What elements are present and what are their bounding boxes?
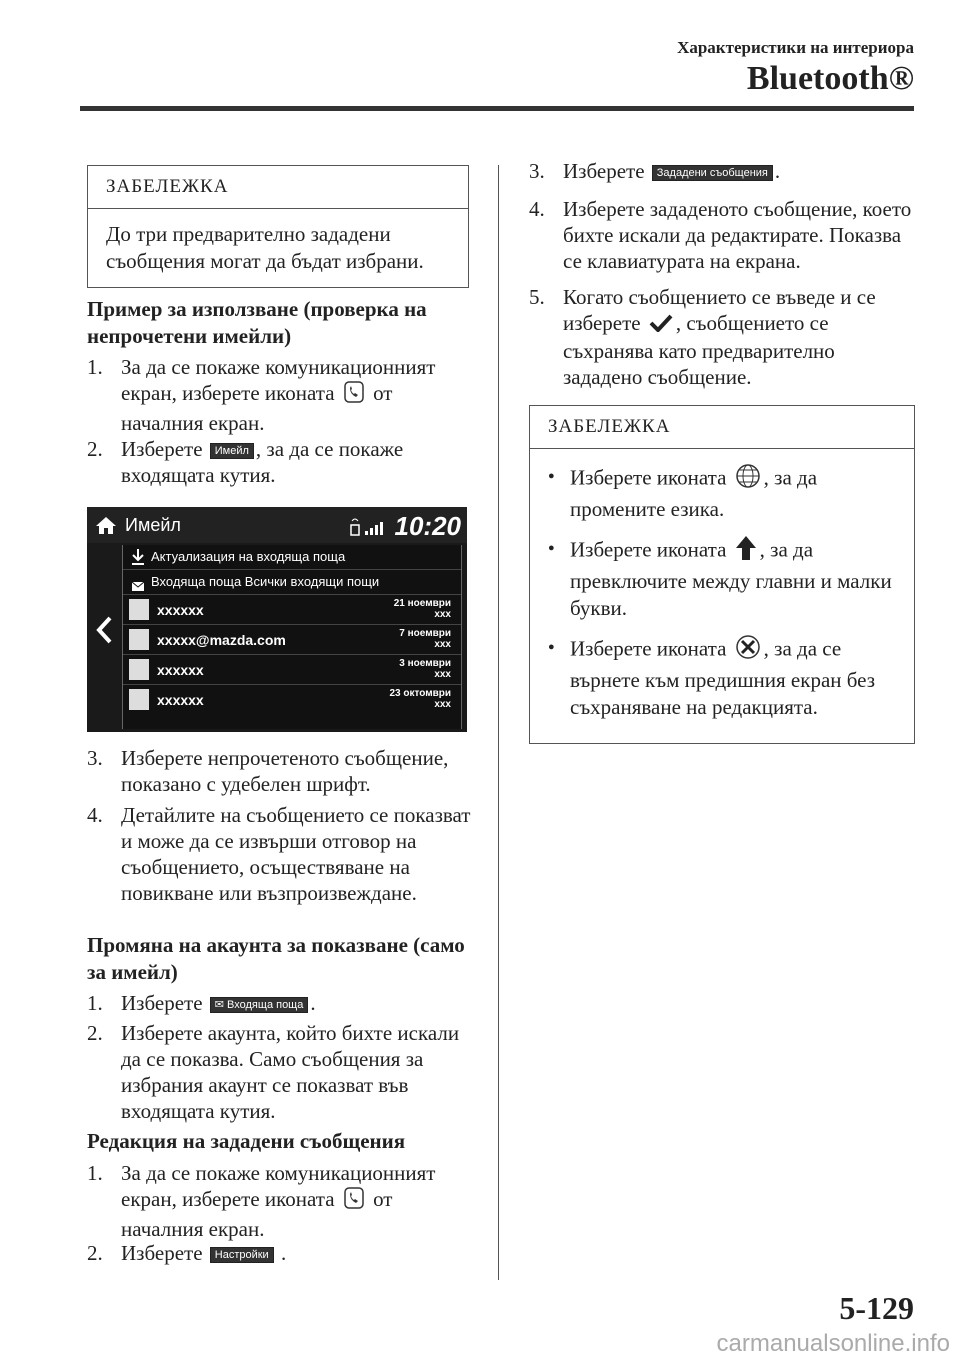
heading-change-account: Промяна на акаунта за показване (само за имейл): [87, 933, 465, 984]
screen-header: [87, 507, 467, 543]
note-list: [548, 463, 896, 721]
step-number: 3.: [529, 159, 545, 183]
mail-date-line: xxx: [434, 699, 451, 710]
chevron-left-icon: [95, 615, 113, 650]
mail-row: [123, 685, 461, 714]
note-text: Изберете иконата: [570, 465, 727, 490]
step-text: , съобщението се съхранява като предварително зададено съобщение.: [563, 311, 835, 390]
step-number: 4.: [529, 197, 545, 221]
screen-clock: 10:20: [394, 511, 461, 541]
note-body: [530, 449, 914, 743]
header-title: Bluetooth®: [746, 60, 914, 97]
step-item: [87, 745, 472, 797]
footer-watermark: carmanualsonline.info: [716, 1330, 950, 1357]
step-number: 1.: [87, 355, 103, 379]
mail-row: [123, 655, 461, 685]
note-text: Изберете иконата: [570, 537, 727, 562]
mail-date-line: xxx: [434, 639, 451, 650]
mail-row: [123, 625, 461, 655]
header-section: Характеристики на интериора: [677, 38, 914, 57]
mail-date-line: 21 ноември: [393, 598, 451, 609]
mail-date: [394, 598, 451, 620]
note-text: До три предварително зададени съобщения могат да бъдат избрани.: [106, 222, 424, 273]
avatar: [129, 629, 149, 650]
note-text: , за да превключите между главни и малки букви.: [570, 537, 892, 620]
step-item: [87, 1160, 472, 1242]
inbox-button-text: Входяща поща: [227, 999, 304, 1012]
step-text: За да се покаже комуникационният екран, изберете иконата: [121, 355, 436, 405]
email-button-label: Имейл: [210, 443, 254, 459]
note-list-item: [548, 535, 896, 622]
header-rule: [80, 106, 914, 111]
step-item: [529, 284, 914, 390]
step-item: [87, 1020, 472, 1124]
heading-example: Пример за използване (проверка на непрочетени имейли): [87, 297, 427, 348]
step-number: 5.: [529, 285, 545, 309]
note-text: Изберете иконата: [570, 636, 727, 661]
mail-date: [399, 658, 451, 680]
step-text: Изберете зададеното съобщение, което бихте искали да редактирате. Показва се клавиатурата на екрана.: [563, 197, 912, 273]
step-text: Изберете непрочетеното съобщение, показано с удебелен шрифт.: [121, 746, 449, 796]
step-item: [529, 196, 914, 274]
column-divider: [498, 165, 499, 1280]
mail-sender: xxxxx@mazda.com: [157, 632, 286, 648]
mail-row: [123, 595, 461, 625]
note-text: , за да промените езика.: [570, 465, 818, 521]
note-box-2: [529, 405, 915, 744]
mail-sender: xxxxxx: [157, 692, 204, 708]
step-item: [87, 436, 472, 488]
note-title: ЗАБЕЛЕЖКА: [530, 406, 914, 449]
mail-date-line: xxx: [434, 669, 451, 680]
note-title: ЗАБЕЛЕЖКА: [88, 166, 468, 209]
step-text: .: [280, 1241, 287, 1265]
mail-sender: xxxxxx: [157, 662, 204, 678]
update-row: [123, 545, 461, 570]
checkmark-icon: [649, 312, 673, 338]
step-item: [87, 354, 472, 436]
step-text: .: [310, 991, 316, 1015]
step-text: , за да се покаже входящата кутия.: [121, 437, 404, 487]
note-list-item: [548, 634, 896, 721]
step-text: Детайлите на съобщението се показват и може да се извърши отговор на съобщението, осъществяване на повикване или възпроизвеждане.: [121, 803, 471, 905]
globe-icon: [735, 463, 761, 496]
inbox-row-label: Входяща поща Всички входящи пощи: [151, 574, 380, 589]
cancel-x-icon: [735, 634, 761, 667]
step-text: Изберете: [121, 1241, 203, 1265]
mail-sender: xxxxxx: [157, 602, 204, 618]
step-number: 2.: [87, 1021, 103, 1045]
inbox-button-label: ✉ Входяща поща: [210, 997, 309, 1013]
step-number: 2.: [87, 1241, 103, 1265]
step-number: 2.: [87, 437, 103, 461]
note-list-item: [548, 463, 896, 523]
preset-messages-button-label: Зададени съобщения: [652, 165, 773, 181]
step-text: Изберете: [563, 159, 645, 183]
mail-date-line: 3 ноември: [399, 658, 451, 669]
avatar: [129, 599, 149, 620]
mail-date-line: 7 ноември: [399, 628, 451, 639]
heading-edit-messages: Редакция на зададени съобщения: [87, 1129, 406, 1153]
step-text: Изберете акаунта, който бихте искали да се показва. Само съобщения за избрания акаунт се показват във входящата кутия.: [121, 1021, 460, 1123]
step-text: от началния екран.: [121, 1187, 393, 1242]
mail-date: [399, 628, 451, 650]
step-item: [87, 802, 472, 906]
mail-date-line: xxx: [434, 609, 451, 620]
screen-title: Имейл: [125, 515, 181, 535]
avatar: [129, 689, 149, 710]
note-box-1: [87, 165, 469, 288]
step-text: Изберете: [121, 437, 203, 461]
signal-icon: [349, 515, 391, 542]
step-text: За да се покаже комуникационният екран, изберете иконата: [121, 1161, 436, 1211]
step-item: [87, 990, 472, 1016]
step-text: от началния екран.: [121, 381, 393, 436]
update-row-label: Актуализация на входяща поща: [151, 549, 346, 564]
step-number: 1.: [87, 1161, 103, 1185]
step-text: Когато съобщението се въведе и се изберете: [563, 285, 876, 335]
communication-icon: [343, 1186, 365, 1216]
inbox-row: [123, 570, 461, 595]
shift-arrow-icon: [735, 535, 757, 568]
communication-icon: [343, 380, 365, 410]
avatar: [129, 659, 149, 680]
mail-date-line: 23 октомври: [389, 688, 451, 699]
step-number: 3.: [87, 746, 103, 770]
settings-button-label: Настройки: [210, 1247, 274, 1263]
email-screen-illustration: [87, 507, 467, 732]
step-text: Изберете: [121, 991, 203, 1015]
step-item: [529, 158, 914, 184]
mail-date: [389, 688, 451, 710]
note-text: , за да се върнете към предишния екран без съхраняване на редакцията.: [570, 636, 876, 719]
step-number: 4.: [87, 803, 103, 827]
screen-list-panel: [122, 545, 462, 729]
step-item: [87, 1240, 472, 1266]
step-number: 1.: [87, 991, 103, 1015]
page-number: 5-129: [839, 1290, 914, 1326]
home-icon: [95, 515, 117, 540]
step-text: .: [774, 159, 781, 183]
